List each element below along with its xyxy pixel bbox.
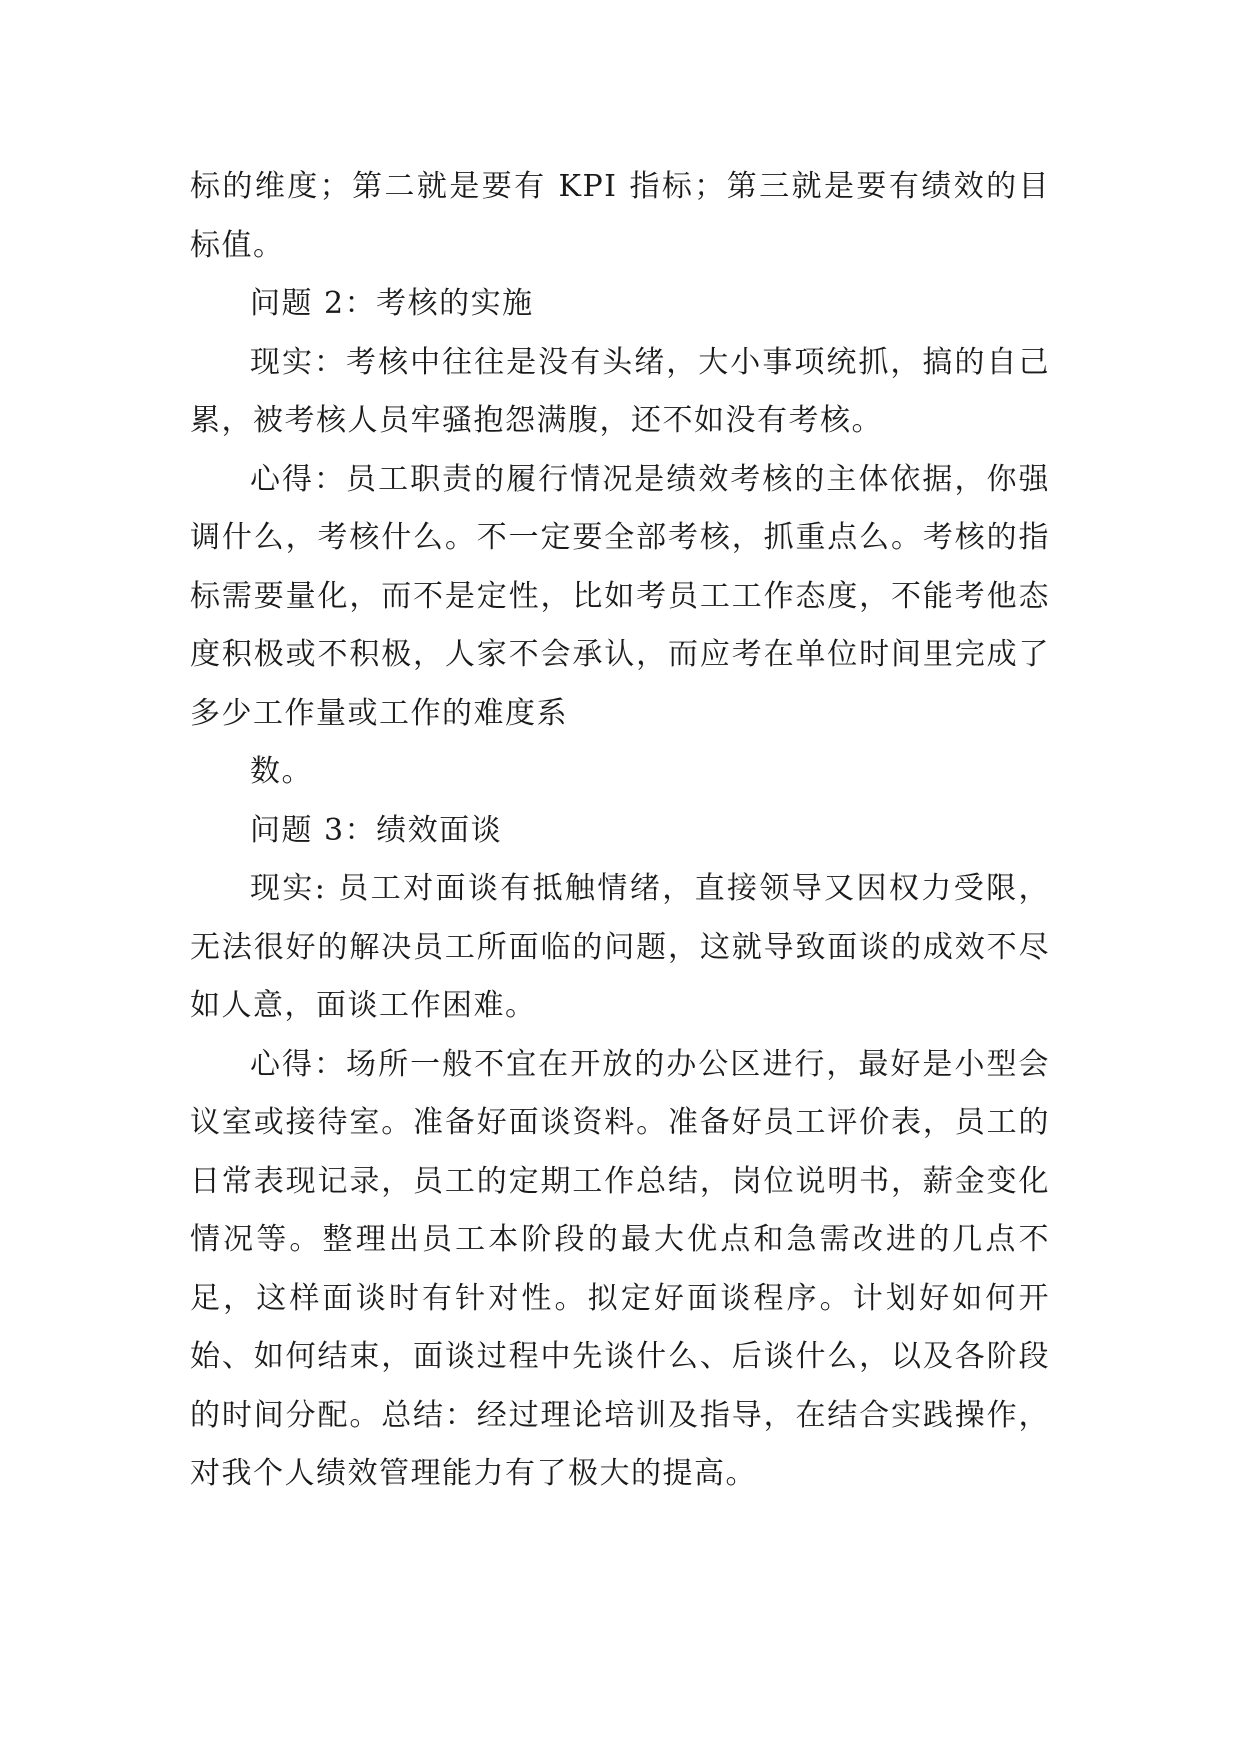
paragraph-insight-3: 心得：场所一般不宜在开放的办公区进行，最好是小型会议室或接待室。准备好面谈资料。准备好员工评价表，员工的日常表现记录，员工的定期工作总结，岗位说明书，薪金变化情况等。整理出员工本阶段的最大优点和急需改进的几点不足，这样面谈时有针对性。拟定好面谈程序。计划好如何开始、如何结束，面谈过程中先谈什么、后谈什么，以及各阶段的时间分配。总结：经过理论培训及指导，在结合实践操作，对我个人绩效管理能力有了极大的提高。 (190, 1046, 1050, 1491)
paragraph-insight-2: 心得：员工职责的履行情况是绩效考核的主体依据，你强调什么，考核什么。不一定要全部考核，抓重点么。考核的指标需要量化，而不是定性，比如考员工工作态度，不能考他态度积极或不积极，人家不会承认，而应考在单位时间里完成了多少工作量或工作的难度系 (190, 461, 1050, 731)
document-body (190, 158, 1050, 1504)
paragraph-reality-3: 现实: 员工对面谈有抵触情绪，直接领导又因权力受限，无法很好的解决员工所面临的问题，这就导致面谈的成效不尽如人意，面谈工作困难。 (190, 871, 1050, 1023)
paragraph-reality-2: 现实：考核中往往是没有头绪，大小事项统抓，搞的自己累，被考核人员牢骚抱怨满腹，还不如没有考核。 (190, 344, 1050, 438)
paragraph-insight-2-continued: 数。 (250, 754, 313, 789)
heading-question-2: 问题 2：考核的实施 (250, 286, 534, 321)
paragraph-kpi-dimensions: 标的维度；第二就是要有 KPI 指标；第三就是要有绩效的目标值。 (190, 169, 1050, 263)
heading-question-3: 问题 3：绩效面谈 (250, 812, 503, 848)
